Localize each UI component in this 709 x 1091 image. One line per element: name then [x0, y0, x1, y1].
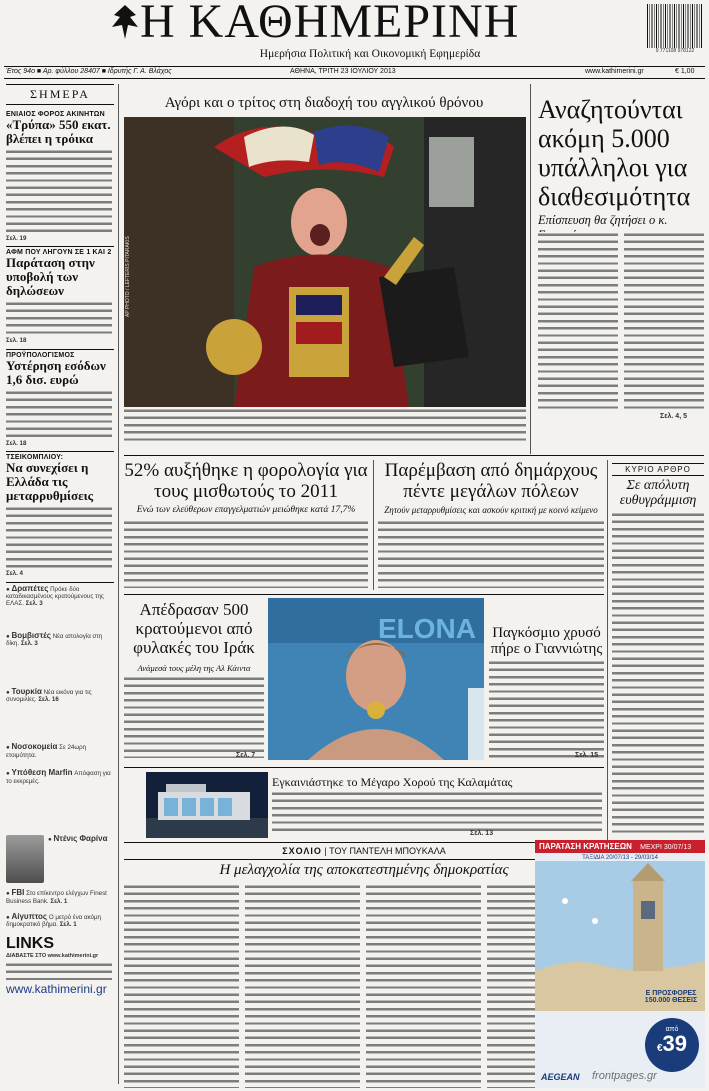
iraq-headline[interactable]: Απέδρασαν 500 κρατούμενοι από φυλακές του Ιράκ: [133, 600, 255, 657]
brief-title: Υπόθεση Marfin: [11, 768, 73, 778]
megaro-photo: [146, 772, 268, 838]
links-title: LINKS: [6, 934, 54, 952]
footer-url[interactable]: www.kathimerini.gr: [6, 982, 107, 997]
sidebar-ref: Σελ. 19: [6, 235, 27, 242]
sidebar-headline[interactable]: Να συνεχίσει η Ελλάδα τις μεταρρυθμίσεις: [6, 460, 94, 504]
watermark: frontpages.gr: [592, 1070, 657, 1082]
sidebar-item: [6, 246, 114, 344]
scholio-title: ΣΧΟΛΙΟ: [282, 846, 322, 856]
brief-ref: Σελ. 16: [38, 696, 59, 704]
masthead-logo: [110, 3, 140, 41]
columnist-name[interactable]: Ντένις Φαρίνα: [53, 834, 108, 844]
lead-photo-headline[interactable]: Αγόρι και ο τρίτος στη διαδοχή του αγγλικού θρόνου: [164, 95, 484, 111]
editorial-headline[interactable]: Σε απόλυτη ευθυγράμμιση: [619, 478, 697, 508]
brief[interactable]: ● Βομβιστές Νέα απολογία στη δίκη. Σελ. 3: [6, 630, 103, 648]
sidebar-headline[interactable]: Παράταση στην υποβολή των δηλώσεων: [6, 255, 95, 299]
sidebar-kicker: ΕΝΙΑΙΟΣ ΦΟΡΟΣ ΑΚΙΝΗΤΩΝ: [6, 111, 105, 118]
brief[interactable]: ● Νοσοκομεία Σε 24ωρη ετοιμότητα.: [6, 742, 87, 759]
columnist-portrait: [6, 835, 44, 883]
brief-ref: Σελ. 3: [20, 640, 38, 648]
mayors-deck: Ζητούν μεταρρυθμίσεις και ασκούν κριτική με κοινό κείμενο: [384, 505, 598, 515]
brief-text: Πρόκε δύο καταδικασμένους κρατούμενους της ΕΛΑΣ.: [6, 585, 104, 608]
sidebar-divider: [118, 84, 119, 1084]
brief-text: Νέα εικόνα για τις συνομιλίες.: [6, 688, 92, 704]
sidebar-ref: Σελ. 4: [6, 570, 23, 578]
main-headline[interactable]: Αναζητούνται ακόμη 5.000 υπάλληλοι για διαθεσιμότητα: [538, 95, 691, 211]
sidebar-header: ΣΗΜΕΡΑ: [6, 84, 114, 105]
scholio-rule-top: [124, 842, 604, 843]
scholio-headline[interactable]: Η μελαγχολία της αποκατεστημένης δημοκρατίας: [219, 862, 509, 878]
main-body-col-1: [538, 232, 618, 412]
sidebar-headline[interactable]: Υστέρηση εσόδων 1,6 δισ. ευρώ: [6, 357, 106, 387]
swim-headline[interactable]: Παγκόσμιο χρυσό πήρε ο Γιαννιώτης: [490, 625, 603, 657]
brief-text: Σε 24ωρη ετοιμότητα.: [6, 744, 87, 759]
sidebar-body-text: [6, 149, 112, 235]
brief-ref: Σελ. 1: [50, 897, 68, 905]
sidebar-kicker: ΤΣΕΙΚΟΜΠΛΙΟΥ:: [6, 454, 64, 462]
masthead-date: ΑΘΗΝΑ, ΤΡΙΤΗ 23 ΙΟΥΛΙΟΥ 2013: [290, 68, 396, 75]
brief[interactable]: ● Δραπέτες Πρόκε δύο καταδικασμένους κρατούμενους της ΕΛΑΣ. Σελ. 3: [6, 583, 104, 608]
barcode-digits: 9 771108 978122: [655, 48, 695, 54]
ad-banner-sub: ΜΕΧΡΙ 30/07/13: [640, 844, 692, 851]
masthead-rule-bottom: [4, 78, 705, 79]
ad-subtitle: ΤΑΞΙΔΙΑ 20/07/13 - 29/03/14: [582, 855, 658, 861]
tax-deck: Ενώ των ελεύθερων επαγγελματιών μειώθηκε κατά 17,7%: [136, 505, 356, 515]
brief-title: Τουρκία: [11, 686, 42, 696]
tax-headline[interactable]: 52% αυξήθηκε η φορολογία για τους μισθωτούς το 2011: [124, 460, 368, 502]
lead-photo-caption: [124, 408, 526, 444]
ad-price-from: από: [665, 1026, 679, 1033]
scholio-rule-bottom: [124, 859, 604, 860]
mayors-headline[interactable]: Παρέμβαση από δημάρχους πέντε μεγάλων πόλεων: [384, 460, 598, 502]
mayors-body: [378, 520, 604, 588]
scholio-col-2: [245, 884, 360, 1088]
sidebar: [6, 84, 114, 1088]
sidebar-headline[interactable]: «Τρύπα» 550 εκατ. βλέπει η τρόικα: [6, 117, 111, 146]
lead-divider: [530, 84, 531, 454]
sidebar-columnist: ● Ντένις Φαρίνα: [6, 835, 114, 883]
brief-ref: Σελ. 3: [25, 600, 43, 608]
lead-photo: [124, 117, 526, 407]
main-body-col-2: [624, 232, 704, 412]
brief[interactable]: ● Αίγυπτος Ο μετρό ένα ακόμη δημοκρατικό βήμα. Σελ. 1: [6, 911, 101, 929]
brief-ref: Σελ. 1: [59, 921, 77, 929]
editorial-divider: [607, 460, 608, 900]
svg-text:ELONA: ELONA: [378, 613, 476, 644]
megaro-body: [272, 791, 602, 835]
brief-title: Δραπέτες: [11, 583, 49, 593]
brief[interactable]: ● FBI Στο επίκεντρο ελέγχων Finest Business Bank. Σελ. 1: [6, 888, 107, 905]
barcode: [647, 4, 703, 48]
tax-body: [124, 520, 368, 588]
ad-currency: €: [656, 1043, 663, 1054]
brief-text: Απόφαση για το εκκρεμές.: [6, 770, 111, 785]
scholio-author: ΤΟΥ ΠΑΝΤΕΛΗ ΜΠΟΥΚΑΛΑ: [329, 846, 446, 856]
ad-brand: AEGEAN: [541, 1072, 580, 1082]
sidebar-briefs-2: [6, 889, 114, 929]
swim-body: [489, 660, 604, 758]
sidebar-body-text: [6, 301, 112, 337]
masthead-info: Έτος 94ο ■ Αρ. φύλλου 28407 ■ Ιδρυτής Γ. Α. Βλάχος: [6, 68, 172, 75]
brief-text: Ο μετρό ένα ακόμη δημοκρατικό βήμα.: [6, 913, 101, 929]
megaro-headline[interactable]: Εγκαινιάστηκε το Μέγαρο Χορού της Καλαμάτας: [272, 775, 513, 789]
brief-title: Αίγυπτος: [11, 911, 48, 921]
scholio-col-3: [366, 884, 481, 1088]
editorial-body: [612, 512, 704, 837]
iraq-ref: Σελ. 7: [236, 752, 256, 759]
sidebar-item: [6, 451, 114, 577]
swim-ref: Σελ. 15: [575, 752, 599, 759]
sidebar-kicker: ΠΡΟΫΠΟΛΟΓΙΣΜΟΣ: [6, 351, 75, 359]
section-rule-3: [124, 767, 604, 768]
photo-credit: AP PHOTO / LEFTERIS PITARAKIS: [125, 236, 131, 317]
sidebar-ref: Σελ. 18: [6, 439, 27, 447]
ad-price-badge: [645, 1018, 699, 1072]
masthead-rule-top: [4, 66, 705, 67]
sidebar-ref: Σελ. 18: [6, 337, 27, 345]
brief[interactable]: ● Τουρκία Νέα εικόνα για τις συνομιλίες. Σελ. 16: [6, 686, 92, 704]
masthead-price: € 1,00: [675, 68, 695, 75]
sidebar-briefs: [6, 582, 114, 785]
brief-text: Στο επίκεντρο ελέγχων Finest Business Bank.: [6, 890, 107, 905]
brief[interactable]: ● Υπόθεση Marfin Απόφαση για το εκκρεμές.: [6, 768, 111, 785]
section-rule: [124, 455, 704, 456]
ad-seats: Ε ΠΡΟΣΦΟΡΕΣ 150.000 ΘΕΣΕΙΣ: [644, 990, 698, 1004]
scholio-label: ΣΧΟΛΙΟ | ΤΟΥ ΠΑΝΤΕΛΗ ΜΠΟΥΚΑΛΑ: [282, 846, 446, 856]
ad-banner: [535, 840, 705, 853]
iraq-body: [124, 676, 264, 758]
brief-title: FBI: [11, 888, 25, 898]
aegean-ad[interactable]: [535, 840, 705, 1088]
brief-text: Νέα απολογία στη δίκη.: [6, 632, 103, 648]
masthead-subtitle: Ημερήσια Πολιτική και Οικονομική Εφημερίδα: [259, 48, 481, 60]
megaro-ref: Σελ. 13: [470, 830, 494, 837]
section-rule-2: [124, 594, 604, 595]
sidebar-item: [6, 349, 114, 447]
editorial-label: ΚΥΡΙΟ ΑΡΘΡΟ: [612, 463, 704, 476]
links-subtitle: ΔΙΑΒΑΣΤΕ ΣΤΟ www.kathimerini.gr: [6, 952, 99, 959]
mid-divider: [373, 460, 374, 590]
links-list: [6, 962, 112, 980]
sidebar-kicker: ΑΦΜ ΠΟΥ ΛΗΓΟΥΝ ΣΕ 1 ΚΑΙ 2: [6, 249, 112, 257]
brief-title: Νοσοκομεία: [11, 742, 58, 752]
brief-title: Βομβιστές: [11, 630, 51, 640]
masthead-website[interactable]: www.kathimerini.gr: [585, 68, 644, 75]
sidebar-item: [6, 111, 114, 242]
sidebar-body-text: [6, 506, 112, 570]
ad-map-image: [535, 861, 705, 1011]
ad-banner-text: ΠΑΡΑΤΑΣΗ ΚΡΑΤΗΣΕΩΝ: [539, 842, 632, 851]
main-ref: Σελ. 4, 5: [660, 413, 687, 420]
scholio-col-1: [124, 884, 239, 1088]
swimmer-photo: [268, 598, 484, 760]
iraq-deck: Ανάμεσά τους μέλη της Αλ Κάιντα: [137, 663, 251, 673]
masthead-title: Η ΚΑΘΗΜΕΡΙΝΗ: [140, 0, 520, 48]
main-kicker: Επίσπευση θα ζητήσει ο κ.: [538, 213, 668, 227]
sidebar-body-text: [6, 390, 112, 440]
ad-price: 39: [662, 1031, 688, 1056]
